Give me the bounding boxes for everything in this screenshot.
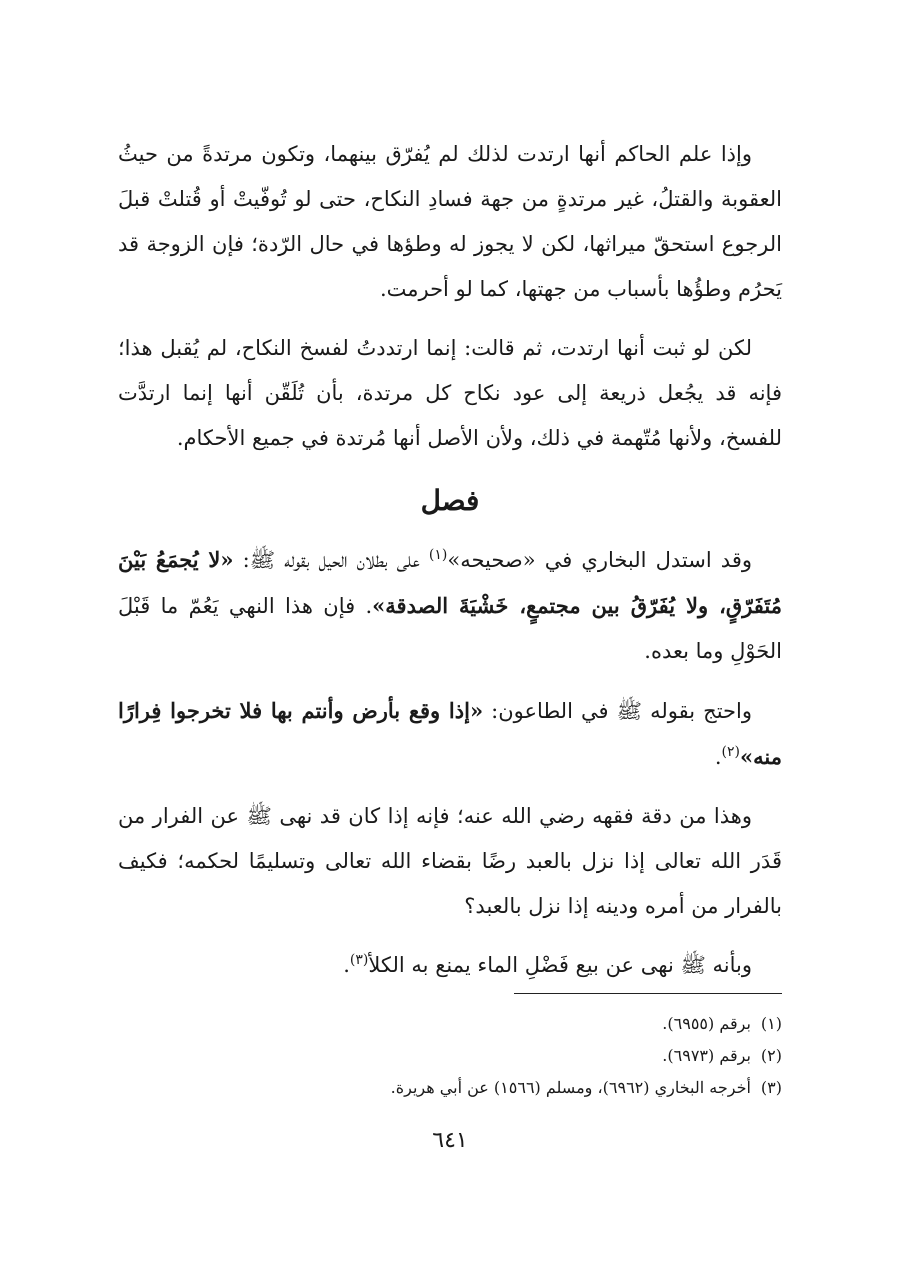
paragraph-2: لكن لو ثبت أنها ارتدت، ثم قالت: إنما ارتددتُ لفسخ النكاح، لم يُقبل هذا؛ فإنه قد يجُعل ذريعة إلى عود نكاح كل مرتدة، بأن تُلَقّن أنها إنما ارتدَّت للفسخ، ولأنها مُتّهمة في ذلك، ولأن الأصل أنها مُرتدة في جميع الأحكام. (118, 336, 782, 450)
paragraph-6 (118, 943, 782, 988)
footnote-number: (٣) (760, 1078, 782, 1097)
hadith-quote-1: «لا يُجمَعُ بَيْنَ مُتَفَرّقٍ، ولا يُفَرّقُ بين مجتمعٍ، خَشْيَةَ الصدقة» (118, 547, 782, 618)
footnote-ref-2: (٢) (721, 744, 741, 760)
footnotes (118, 1008, 782, 1104)
section-heading: فصل (420, 484, 480, 517)
footnote-item (118, 1008, 782, 1040)
footnote-item (118, 1072, 782, 1104)
footnote-text: برقم (٦٩٥٥). (662, 1014, 751, 1033)
paragraph-3 (118, 537, 782, 674)
footnote-text: برقم (٦٩٧٣). (662, 1046, 751, 1065)
hadith-quote-2: «إذا وقع بأرض وأنتم بها فلا تخرجوا فِرارًا منه» (118, 698, 782, 769)
paragraph-4 (118, 688, 782, 780)
footnote-separator (514, 993, 782, 994)
paragraph-5: وهذا من دقة فقهه رضي الله عنه؛ فإنه إذا كان قد نهى ﷺ عن الفرار من قَدَر الله تعالى إذا نزل بالعبد رضًا بقضاء الله تعالى وتسليمًا لحكمه؛ فكيف بالفرار من أمره ودينه إذا نزل بالعبد؟ (118, 804, 782, 918)
paragraph-4-intro: واحتج بقوله ﷺ في الطاعون: (483, 699, 752, 723)
paragraph-3-after-fn: على بطلان الحيل بقوله ﷺ: (233, 548, 429, 572)
page-number: ٦٤١ (432, 1128, 468, 1153)
footnote-number: (١) (760, 1014, 782, 1033)
page-body (118, 132, 782, 988)
footnote-item (118, 1040, 782, 1072)
paragraph-6-text: وبأنه ﷺ نهى عن بيع فَضْلِ الماء يمنع به الكلأ (368, 953, 752, 977)
footnote-ref-3: (٣) (349, 952, 369, 968)
paragraph-3-rest: . فإن هذا النهي يَعُمّ ما قَبْلَ الحَوْلِ وما بعده. (118, 594, 782, 663)
footnote-text: أخرجه البخاري (٦٩٦٢)، ومسلم (١٥٦٦) عن أبي هريرة. (390, 1078, 751, 1097)
footnote-number: (٢) (760, 1046, 782, 1065)
paragraph-1: وإذا علم الحاكم أنها ارتدت لذلك لم يُفرّق بينهما، وتكون مرتدةً من حيثُ العقوبة والقتلُ، غير مرتدةٍ من جهة فسادِ النكاح، حتى لو تُوفّيتْ أو قُتلتْ قبلَ الرجوع استحقّ ميراثها، لكن لا يجوز له وطؤها في حال الرّدة؛ فإن الزوجة قد يَحرُم وطؤُها بأسباب من جهتها، كما لو أحرمت. (118, 142, 782, 301)
paragraph-3-intro: وقد استدل البخاري في «صحيحه» (447, 548, 753, 572)
footnote-ref-1: (١) (428, 547, 448, 563)
paragraph-6-end: . (343, 953, 350, 977)
paragraph-4-end: . (714, 745, 722, 769)
